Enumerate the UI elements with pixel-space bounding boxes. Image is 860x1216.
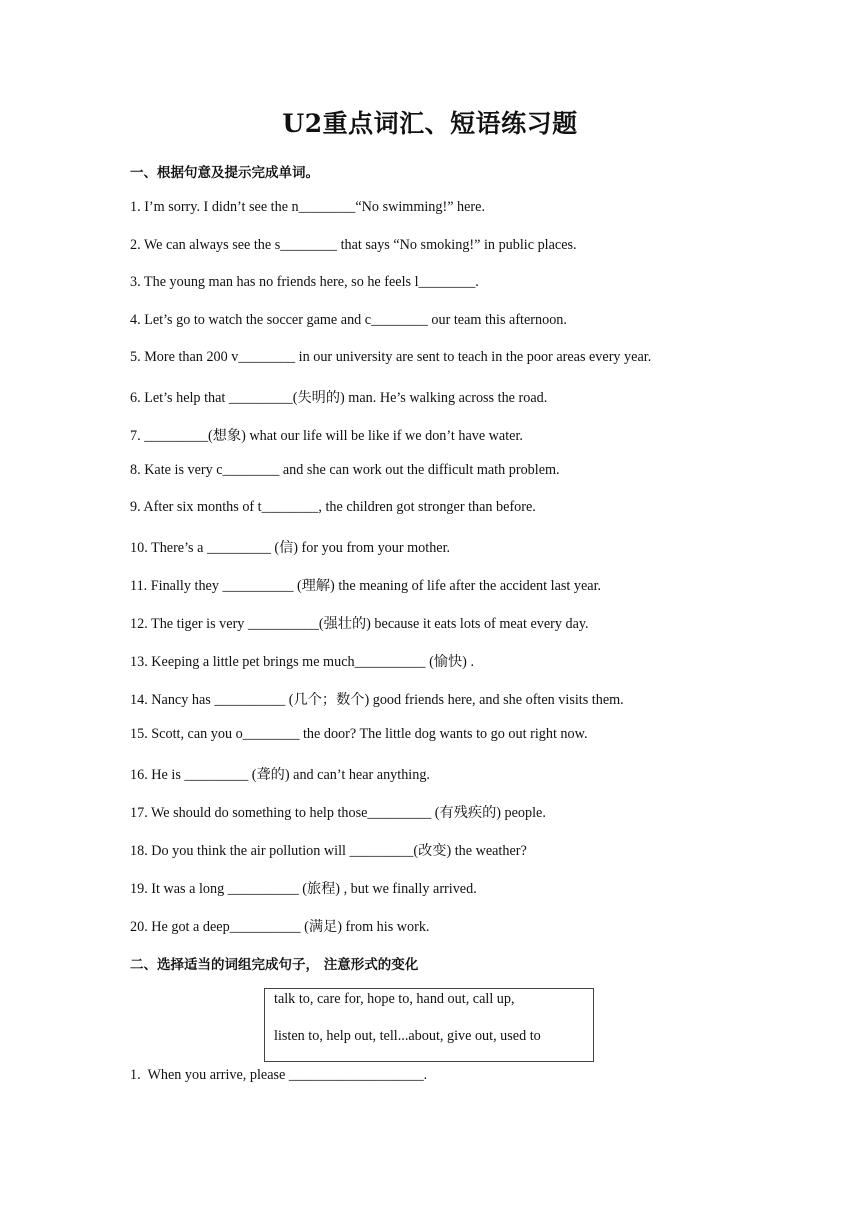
- exercise-item-18: 18. Do you think the air pollution will _________(改变) the weather?: [130, 843, 527, 859]
- exercise-item-12: 12. The tiger is very __________(强壮的) because it eats lots of meat every day.: [130, 616, 589, 632]
- phrase-bank-box: [264, 988, 594, 1062]
- exercise-item-3: 3. The young man has no friends here, so he feels l________.: [130, 274, 479, 290]
- exercise-item-10: 10. There’s a _________ (信) for you from your mother.: [130, 540, 451, 556]
- section1-heading: 一、根据句意及提示完成单词。: [130, 165, 319, 181]
- page-title: U2重点词汇、短语练习题: [282, 109, 578, 138]
- exercise-item-7: 7. _________(想象) what our life will be like if we don’t have water.: [130, 428, 523, 444]
- exercise-item-4: 4. Let’s go to watch the soccer game and c________ our team this afternoon.: [130, 312, 567, 328]
- exercise-item-6: 6. Let’s help that _________(失明的) man. He’s walking across the road.: [130, 390, 548, 406]
- exercise-item-1: 1. I’m sorry. I didn’t see the n________“No swimming!” here.: [130, 199, 486, 215]
- exercise-item-5: 5. More than 200 v________ in our university are sent to teach in the poor areas every year.: [130, 349, 652, 365]
- section2-item-1: 1. When you arrive, please ___________________.: [130, 1067, 428, 1083]
- exercise-item-15: 15. Scott, can you o________ the door? The little dog wants to go out right now.: [130, 726, 588, 742]
- exercise-item-20: 20. He got a deep__________ (满足) from his work.: [130, 919, 430, 935]
- exercise-item-11: 11. Finally they __________ (理解) the meaning of life after the accident last year.: [130, 578, 602, 594]
- exercise-item-2: 2. We can always see the s________ that says “No smoking!” in public places.: [130, 237, 577, 253]
- phrase-bank-line-1: talk to, care for, hope to, hand out, call up,: [274, 991, 515, 1007]
- exercise-item-8: 8. Kate is very c________ and she can work out the difficult math problem.: [130, 462, 560, 478]
- exercise-item-14: 14. Nancy has __________ (几个；数个) good friends here, and she often visits them.: [130, 692, 624, 708]
- exercise-item-13: 13. Keeping a little pet brings me much__________ (愉快) .: [130, 654, 474, 670]
- exercise-item-16: 16. He is _________ (聋的) and can’t hear anything.: [130, 767, 430, 783]
- phrase-bank-line-2: listen to, help out, tell...about, give out, used to: [274, 1028, 541, 1044]
- exercise-item-17: 17. We should do something to help those_________ (有残疾的) people.: [130, 805, 546, 821]
- exercise-item-9: 9. After six months of t________, the children got stronger than before.: [130, 499, 536, 515]
- section2-heading: 二、选择适当的词组完成句子， 注意形式的变化: [130, 957, 419, 973]
- exercise-item-19: 19. It was a long __________ (旅程) , but we finally arrived.: [130, 881, 477, 897]
